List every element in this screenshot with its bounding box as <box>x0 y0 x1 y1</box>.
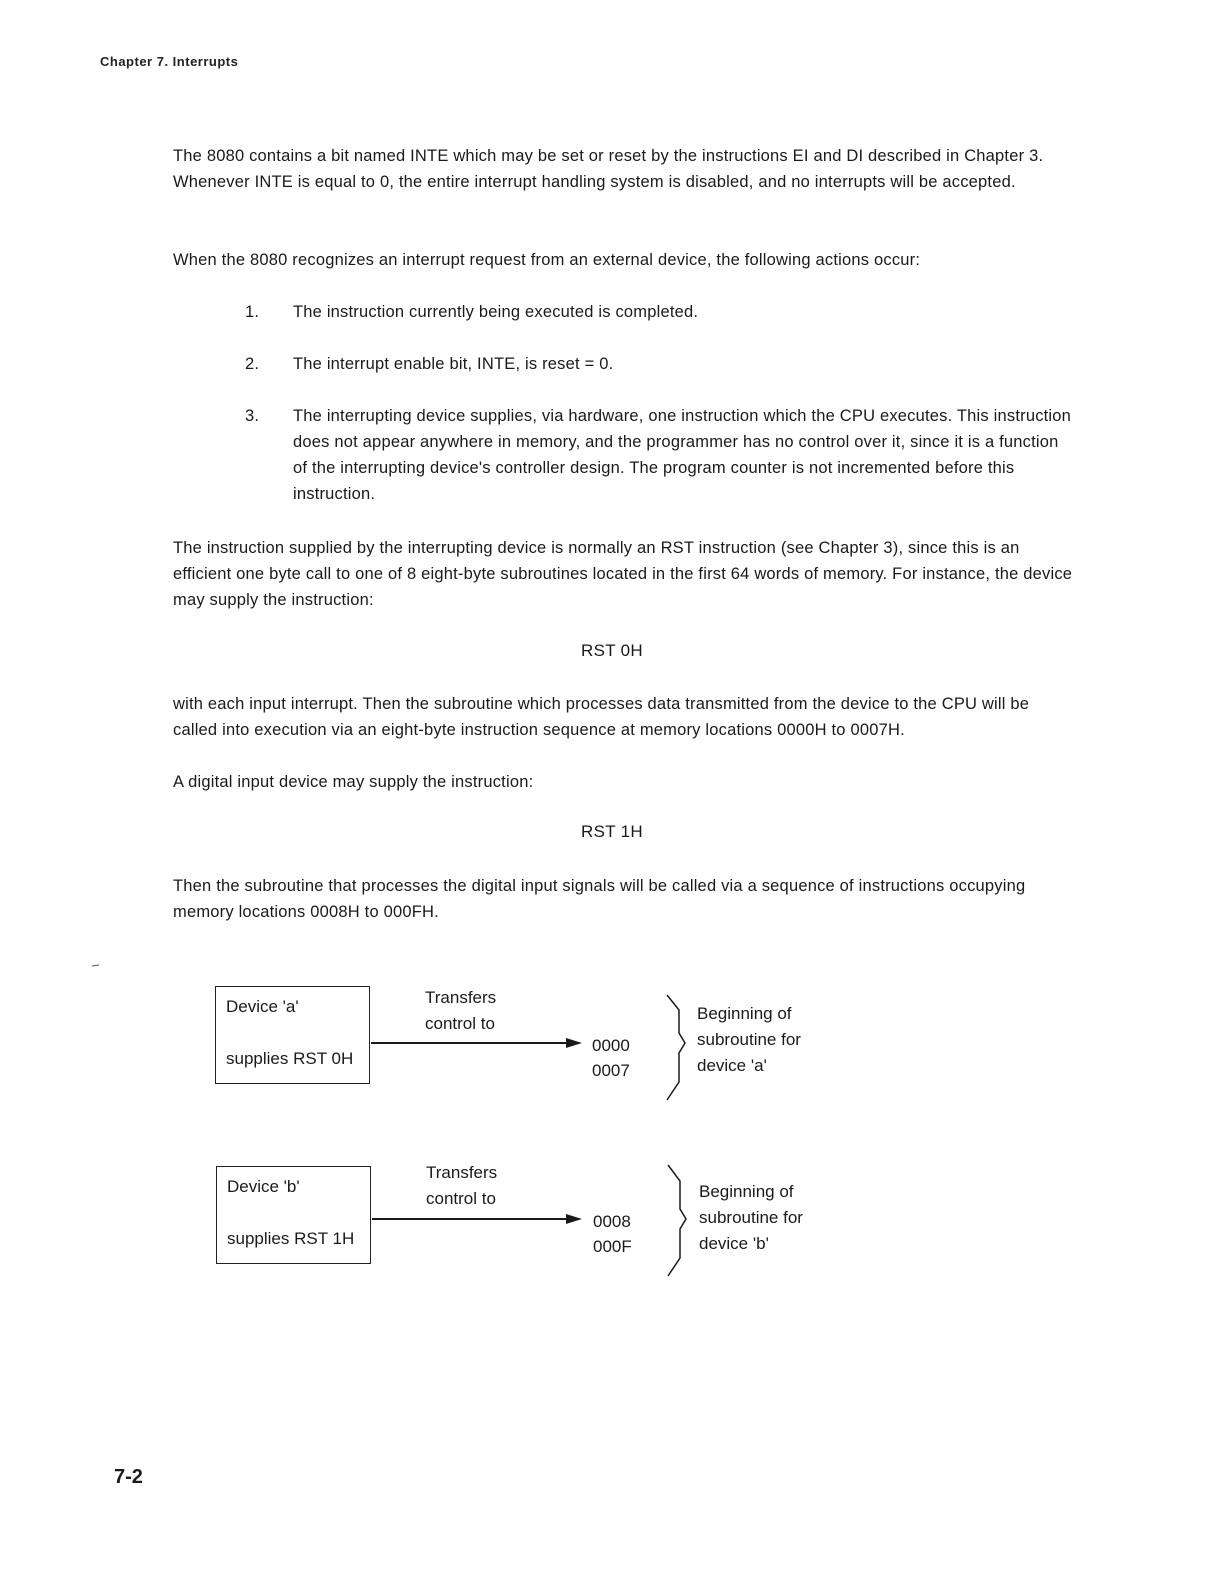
transfers-label-a: Transfers <box>425 988 497 1007</box>
device-b-label: Device 'b' <box>227 1177 300 1196</box>
description-a-line1: Beginning of <box>697 1004 792 1023</box>
arrow-head-b <box>566 1214 582 1224</box>
chapter-header: Chapter 7. Interrupts <box>100 54 239 69</box>
description-a-line2: subroutine for <box>697 1030 801 1049</box>
control-to-label-a: control to <box>425 1014 495 1033</box>
paragraph-rst-instruction: The instruction supplied by the interrupting device is normally an RST instruction (see Chapter 3), since this is an efficient one byte call to one of 8 eight-byte subroutines located in the first 64 words of memory. For instance, the device may supply the instruction: <box>173 539 1073 609</box>
brace-b <box>668 1165 686 1276</box>
arrow-head-a <box>566 1038 582 1048</box>
paragraph-actions-intro: When the 8080 recognizes an interrupt request from an external device, the following actions occur: <box>173 251 921 269</box>
page-number: 7-2 <box>114 1466 143 1488</box>
paragraph-digital-subroutine: Then the subroutine that processes the digital input signals will be called via a sequence of instructions occupying memory locations 0008H to 000FH. <box>173 877 1026 921</box>
list-text: The instruction currently being executed is completed. <box>293 303 699 321</box>
address-start-b: 0008 <box>593 1212 631 1231</box>
list-text: The interrupting device supplies, via hardware, one instruction which the CPU executes. This instruction does not appear anywhere in memory, and the programmer has no control over it, since it is a function of the interrupting device's controller design. The program counter is not incremented before this instruction. <box>293 407 1072 503</box>
description-b-line1: Beginning of <box>699 1182 794 1201</box>
transfers-label-b: Transfers <box>426 1163 498 1182</box>
paragraph-inte: The 8080 contains a bit named INTE which may be set or reset by the instructions EI and DI described in Chapter 3. Whenever INTE is equal to 0, the entire interrupt handling system is disabled, and no interrupts will be accepted. <box>173 147 1044 191</box>
device-a-label: Device 'a' <box>226 997 299 1016</box>
list-number: 3. <box>245 407 260 425</box>
code-rst-0h: RST 0H <box>581 641 643 660</box>
description-a-line3: device 'a' <box>697 1056 767 1075</box>
paragraph-input-interrupt: with each input interrupt. Then the subroutine which processes data transmitted from the device to the CPU will be called into execution via an eight-byte instruction sequence at memory locations 0000H to 0007H. <box>173 695 1030 739</box>
device-b-instruction: supplies RST 1H <box>227 1229 355 1248</box>
device-a-instruction: supplies RST 0H <box>226 1049 354 1068</box>
description-b-line3: device 'b' <box>699 1234 769 1253</box>
list-text: The interrupt enable bit, INTE, is reset = 0. <box>293 355 614 373</box>
control-to-label-b: control to <box>426 1189 496 1208</box>
address-end-a: 0007 <box>592 1061 630 1080</box>
list-number: 2. <box>245 355 260 373</box>
brace-a <box>667 995 685 1100</box>
address-end-b: 000F <box>593 1237 632 1256</box>
code-rst-1h: RST 1H <box>581 822 643 841</box>
description-b-line2: subroutine for <box>699 1208 803 1227</box>
list-number: 1. <box>245 303 260 321</box>
paragraph-digital-input: A digital input device may supply the instruction: <box>173 773 534 791</box>
address-start-a: 0000 <box>592 1036 630 1055</box>
margin-mark <box>92 965 99 966</box>
